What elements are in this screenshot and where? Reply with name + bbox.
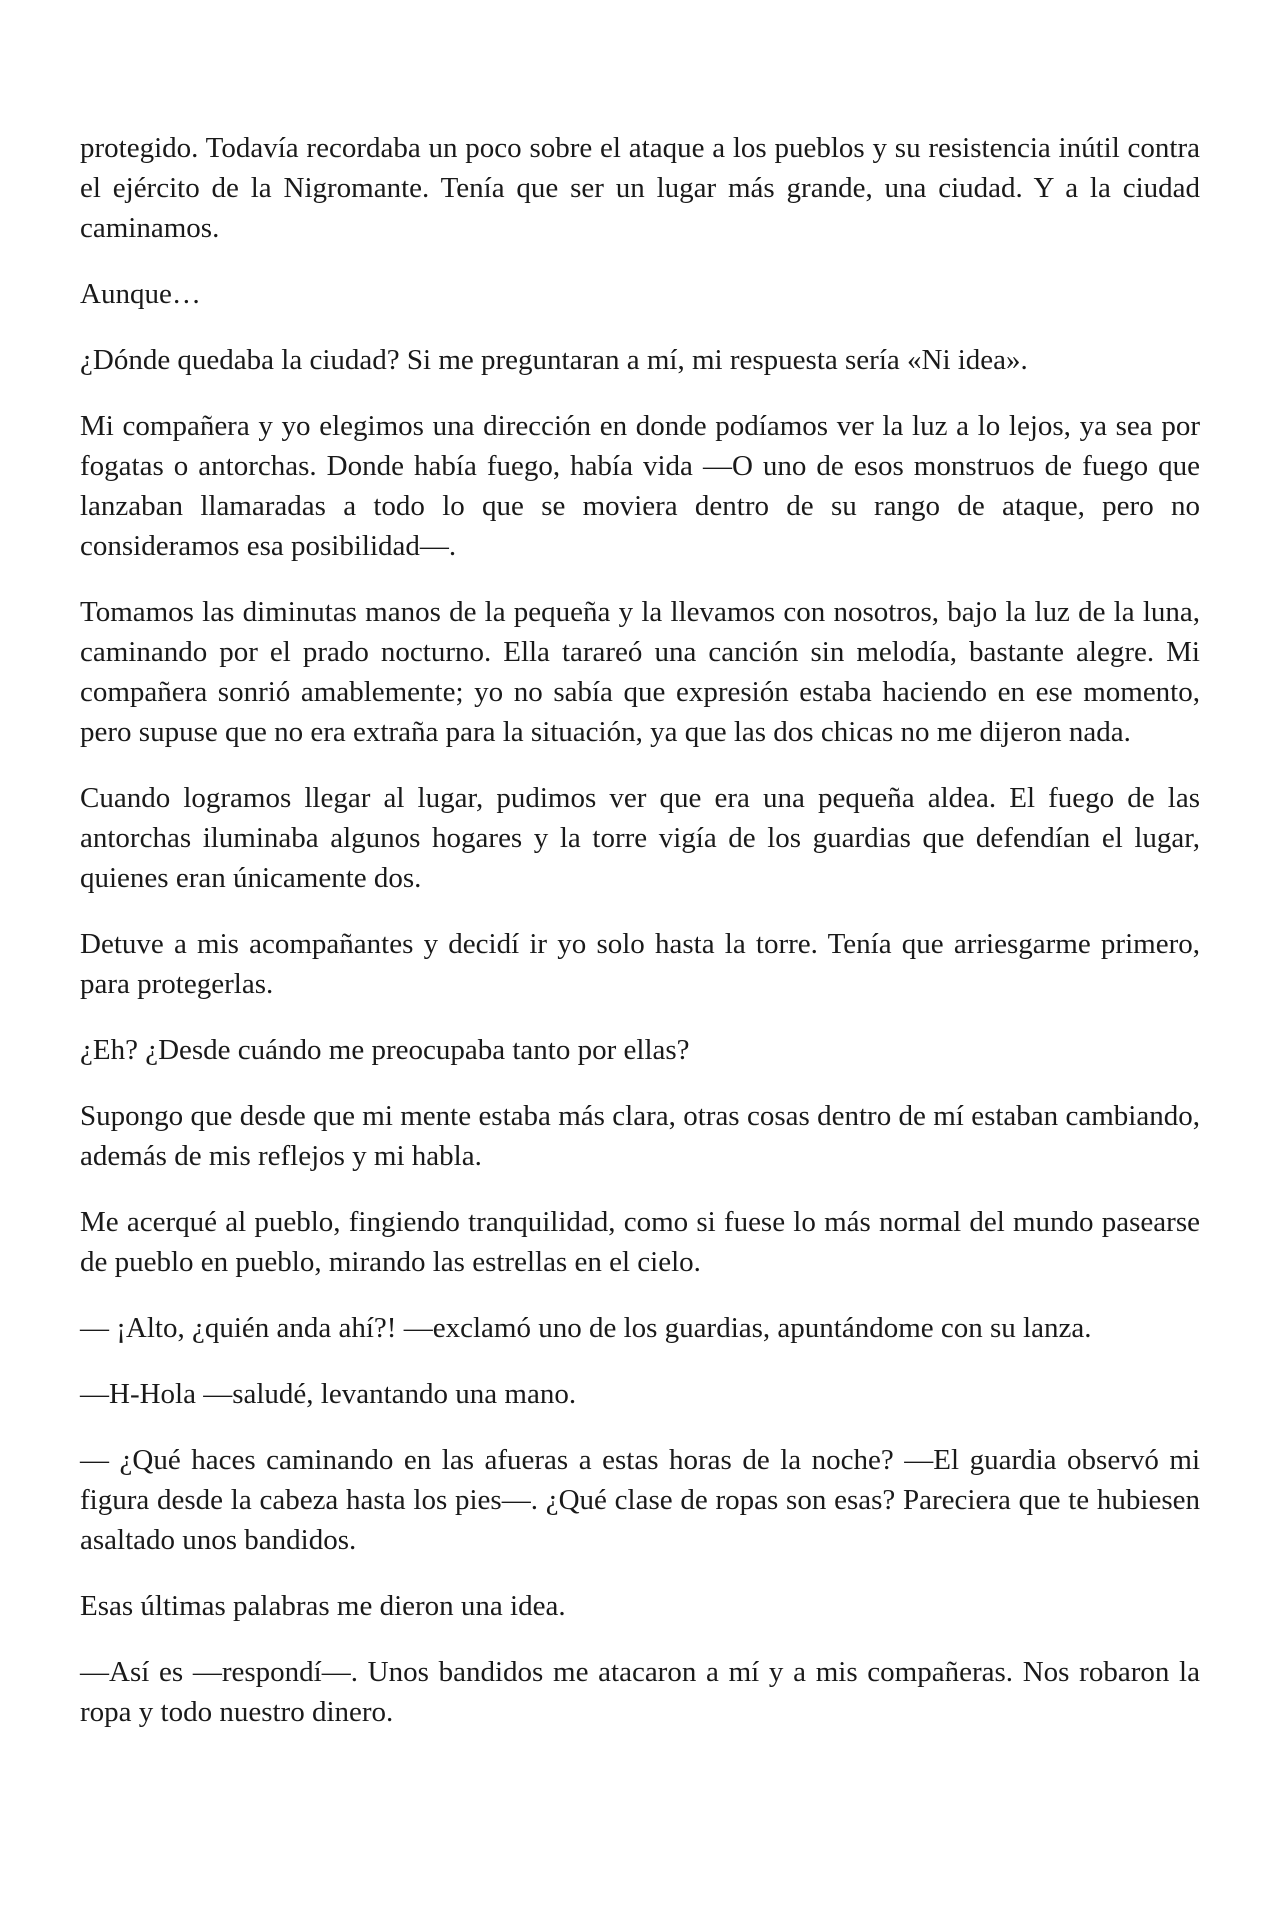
paragraph: Aunque… <box>80 278 201 310</box>
paragraph: ¿Dónde quedaba la ciudad? Si me preguntaran a mí, mi respuesta sería «Ni idea». <box>80 344 1028 376</box>
paragraph: Mi compañera y yo elegimos una dirección en donde podíamos ver la luz a lo lejos, ya sea por fogatas o antorchas. Donde había fuego, había vida —O uno de esos monstruos de fuego que lanzaban llamaradas a todo lo que se moviera dentro de su rango de ataque, pero no consideramos esa posibilidad—. <box>80 410 1200 562</box>
paragraph: Me acerqué al pueblo, fingiendo tranquilidad, como si fuese lo más normal del mundo pasearse de pueblo en pueblo, mirando las estrellas en el cielo. <box>80 1206 1200 1278</box>
paragraph: ¿Eh? ¿Desde cuándo me preocupaba tanto por ellas? <box>80 1034 690 1066</box>
paragraph: Tomamos las diminutas manos de la pequeña y la llevamos con nosotros, bajo la luz de la luna, caminando por el prado nocturno. Ella tarareó una canción sin melodía, bastante alegre. Mi compañera sonrió amablemente; yo no sabía que expresión estaba haciendo en ese momento, pero supuse que no era extraña para la situación, ya que las dos chicas no me dijeron nada. <box>80 596 1200 748</box>
paragraph: Supongo que desde que mi mente estaba más clara, otras cosas dentro de mí estaban cambiando, además de mis reflejos y mi habla. <box>80 1100 1200 1172</box>
dialogue-line: — ¡Alto, ¿quién anda ahí?! —exclamó uno de los guardias, apuntándome con su lanza. <box>80 1312 1092 1344</box>
paragraph: protegido. Todavía recordaba un poco sobre el ataque a los pueblos y su resistencia inútil contra el ejército de la Nigromante. Tenía que ser un lugar más grande, una ciudad. Y a la ciudad caminamos. <box>80 132 1200 244</box>
paragraph: Esas últimas palabras me dieron una idea. <box>80 1590 566 1622</box>
dialogue-line: —Así es —respondí—. Unos bandidos me atacaron a mí y a mis compañeras. Nos robaron la ropa y todo nuestro dinero. <box>80 1656 1200 1728</box>
paragraph: Detuve a mis acompañantes y decidí ir yo solo hasta la torre. Tenía que arriesgarme primero, para protegerlas. <box>80 928 1200 1000</box>
dialogue-line: —H-Hola —saludé, levantando una mano. <box>80 1378 577 1410</box>
book-page <box>80 128 1200 1732</box>
paragraph: Cuando logramos llegar al lugar, pudimos ver que era una pequeña aldea. El fuego de las antorchas iluminaba algunos hogares y la torre vigía de los guardias que defendían el lugar, quienes eran únicamente dos. <box>80 782 1200 894</box>
dialogue-line: — ¿Qué haces caminando en las afueras a estas horas de la noche? —El guardia observó mi figura desde la cabeza hasta los pies—. ¿Qué clase de ropas son esas? Pareciera que te hubiesen asaltado unos bandidos. <box>80 1444 1200 1556</box>
